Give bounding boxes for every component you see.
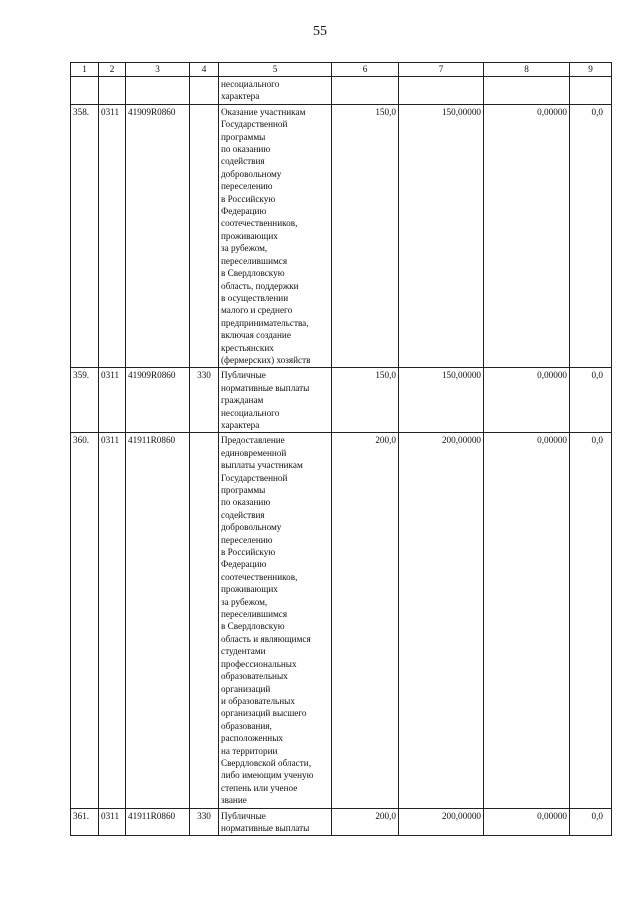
table-row (71, 433, 612, 808)
unexecuted-amount-cell: 0,00000 (484, 104, 570, 368)
expense-type-cell (190, 104, 219, 368)
page-number: 55 (313, 24, 327, 39)
executed-amount-cell (399, 77, 484, 105)
section-code-cell: 0311 (99, 368, 126, 433)
percent-cell: 0,0 (570, 808, 612, 836)
amount-cell (332, 77, 399, 105)
expense-type-cell: 330 (190, 808, 219, 836)
column-header: 9 (570, 63, 612, 77)
target-article-cell: 41911R0860 (126, 808, 190, 836)
amount-cell: 200,0 (332, 808, 399, 836)
item-name-cell: Предоставление единовременной выплаты участникам Государственной программы по оказанию содействия добровольному переселению в Российскую Федерацию соотечественников, проживающих за рубежом, переселившимся в Свердловскую область и являющимся студентами профессиональных образовательных организаций и образовательных организаций высшего образования, расположенных на территории Свердловской области, либо имеющим ученую степень или ученое звание (219, 433, 332, 808)
unexecuted-amount-cell: 0,00000 (484, 433, 570, 808)
item-name-cell: Публичные нормативные выплаты гражданам несоциального характера (219, 368, 332, 433)
section-code-cell (99, 77, 126, 105)
expense-type-cell: 330 (190, 368, 219, 433)
executed-amount-cell: 200,00000 (399, 433, 484, 808)
column-header: 7 (399, 63, 484, 77)
item-name-cell: Публичные нормативные выплаты (219, 808, 332, 836)
executed-amount-cell: 150,00000 (399, 368, 484, 433)
column-header: 5 (219, 63, 332, 77)
column-header: 1 (71, 63, 99, 77)
percent-cell: 0,0 (570, 104, 612, 368)
unexecuted-amount-cell: 0,00000 (484, 808, 570, 836)
target-article-cell (126, 77, 190, 105)
item-name-cell: несоциального характера (219, 77, 332, 105)
amount-cell: 200,0 (332, 433, 399, 808)
column-header: 8 (484, 63, 570, 77)
target-article-cell: 41909R0860 (126, 368, 190, 433)
executed-amount-cell: 150,00000 (399, 104, 484, 368)
row-number-cell: 361. (71, 808, 99, 836)
amount-cell: 150,0 (332, 368, 399, 433)
unexecuted-amount-cell: 0,00000 (484, 368, 570, 433)
row-number-cell (71, 77, 99, 105)
unexecuted-amount-cell (484, 77, 570, 105)
target-article-cell: 41911R0860 (126, 433, 190, 808)
percent-cell (570, 77, 612, 105)
table-row (71, 368, 612, 433)
row-number-cell: 360. (71, 433, 99, 808)
row-number-cell: 358. (71, 104, 99, 368)
amount-cell: 150,0 (332, 104, 399, 368)
percent-cell: 0,0 (570, 433, 612, 808)
column-header: 2 (99, 63, 126, 77)
table-row (71, 104, 612, 368)
item-name-cell: Оказание участникам Государственной программы по оказанию содействия добровольному переселению в Российскую Федерацию соотечественников, проживающих за рубежом, переселившимся в Свердловскую область, поддержки в осуществлении малого и среднего предпринимательства, включая создание крестьянских (фермерских) хозяйств (219, 104, 332, 368)
executed-amount-cell: 200,00000 (399, 808, 484, 836)
section-code-cell: 0311 (99, 808, 126, 836)
section-code-cell: 0311 (99, 104, 126, 368)
section-code-cell: 0311 (99, 433, 126, 808)
column-header: 4 (190, 63, 219, 77)
percent-cell: 0,0 (570, 368, 612, 433)
table-row (71, 77, 612, 105)
table-row (71, 808, 612, 836)
target-article-cell: 41909R0860 (126, 104, 190, 368)
column-header: 6 (332, 63, 399, 77)
expense-type-cell (190, 77, 219, 105)
header-row (71, 63, 612, 77)
column-header: 3 (126, 63, 190, 77)
table-body (71, 77, 612, 836)
row-number-cell: 359. (71, 368, 99, 433)
expense-type-cell (190, 433, 219, 808)
budget-table (70, 62, 612, 836)
